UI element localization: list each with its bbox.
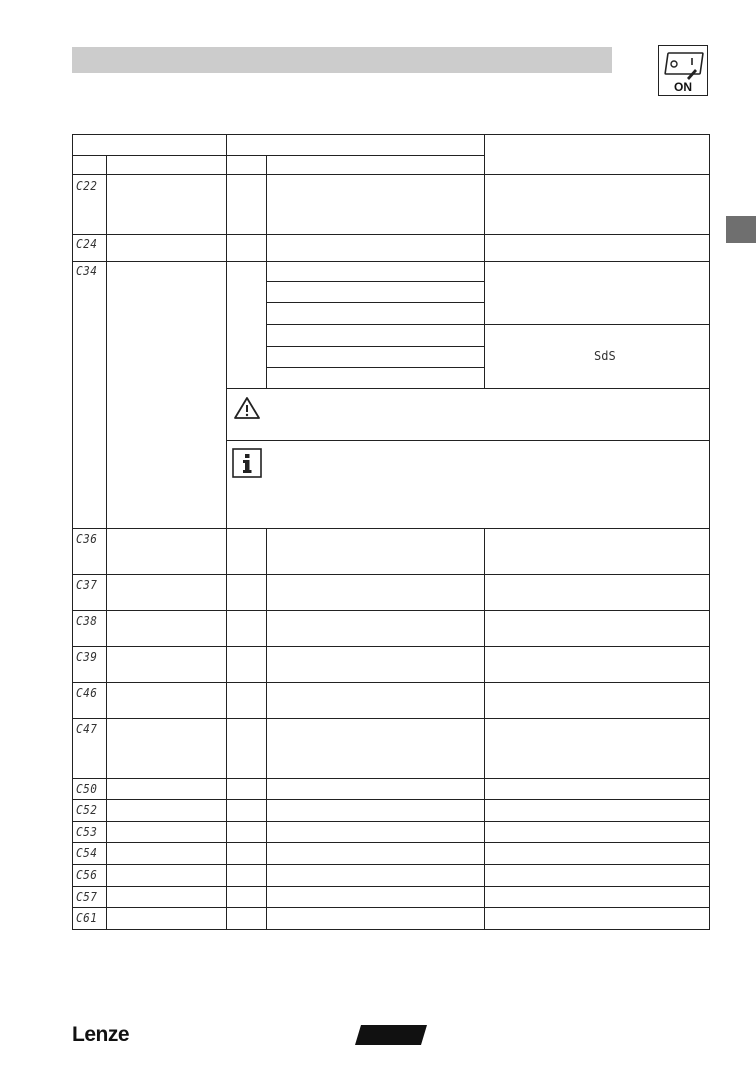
warning-triangle-icon xyxy=(233,396,261,420)
code-c46: C46 xyxy=(76,686,98,700)
c34-display-value: SdS xyxy=(594,349,616,363)
code-c57: C57 xyxy=(76,890,98,904)
code-c37: C37 xyxy=(76,578,98,592)
info-icon xyxy=(232,448,262,478)
code-c34: C34 xyxy=(76,264,98,278)
code-c22: C22 xyxy=(76,179,98,193)
code-c52: C52 xyxy=(76,803,98,817)
code-c54: C54 xyxy=(76,846,98,860)
code-c24: C24 xyxy=(76,237,98,251)
code-c61: C61 xyxy=(76,911,98,925)
code-c38: C38 xyxy=(76,614,98,628)
code-c50: C50 xyxy=(76,782,98,796)
code-c53: C53 xyxy=(76,825,98,839)
code-c36: C36 xyxy=(76,532,98,546)
code-c47: C47 xyxy=(76,722,98,736)
code-c39: C39 xyxy=(76,650,98,664)
lenze-logo: Lenze xyxy=(72,1023,130,1046)
on-label: ON xyxy=(674,80,692,94)
code-c56: C56 xyxy=(76,868,98,882)
footer-mark xyxy=(355,1025,427,1045)
